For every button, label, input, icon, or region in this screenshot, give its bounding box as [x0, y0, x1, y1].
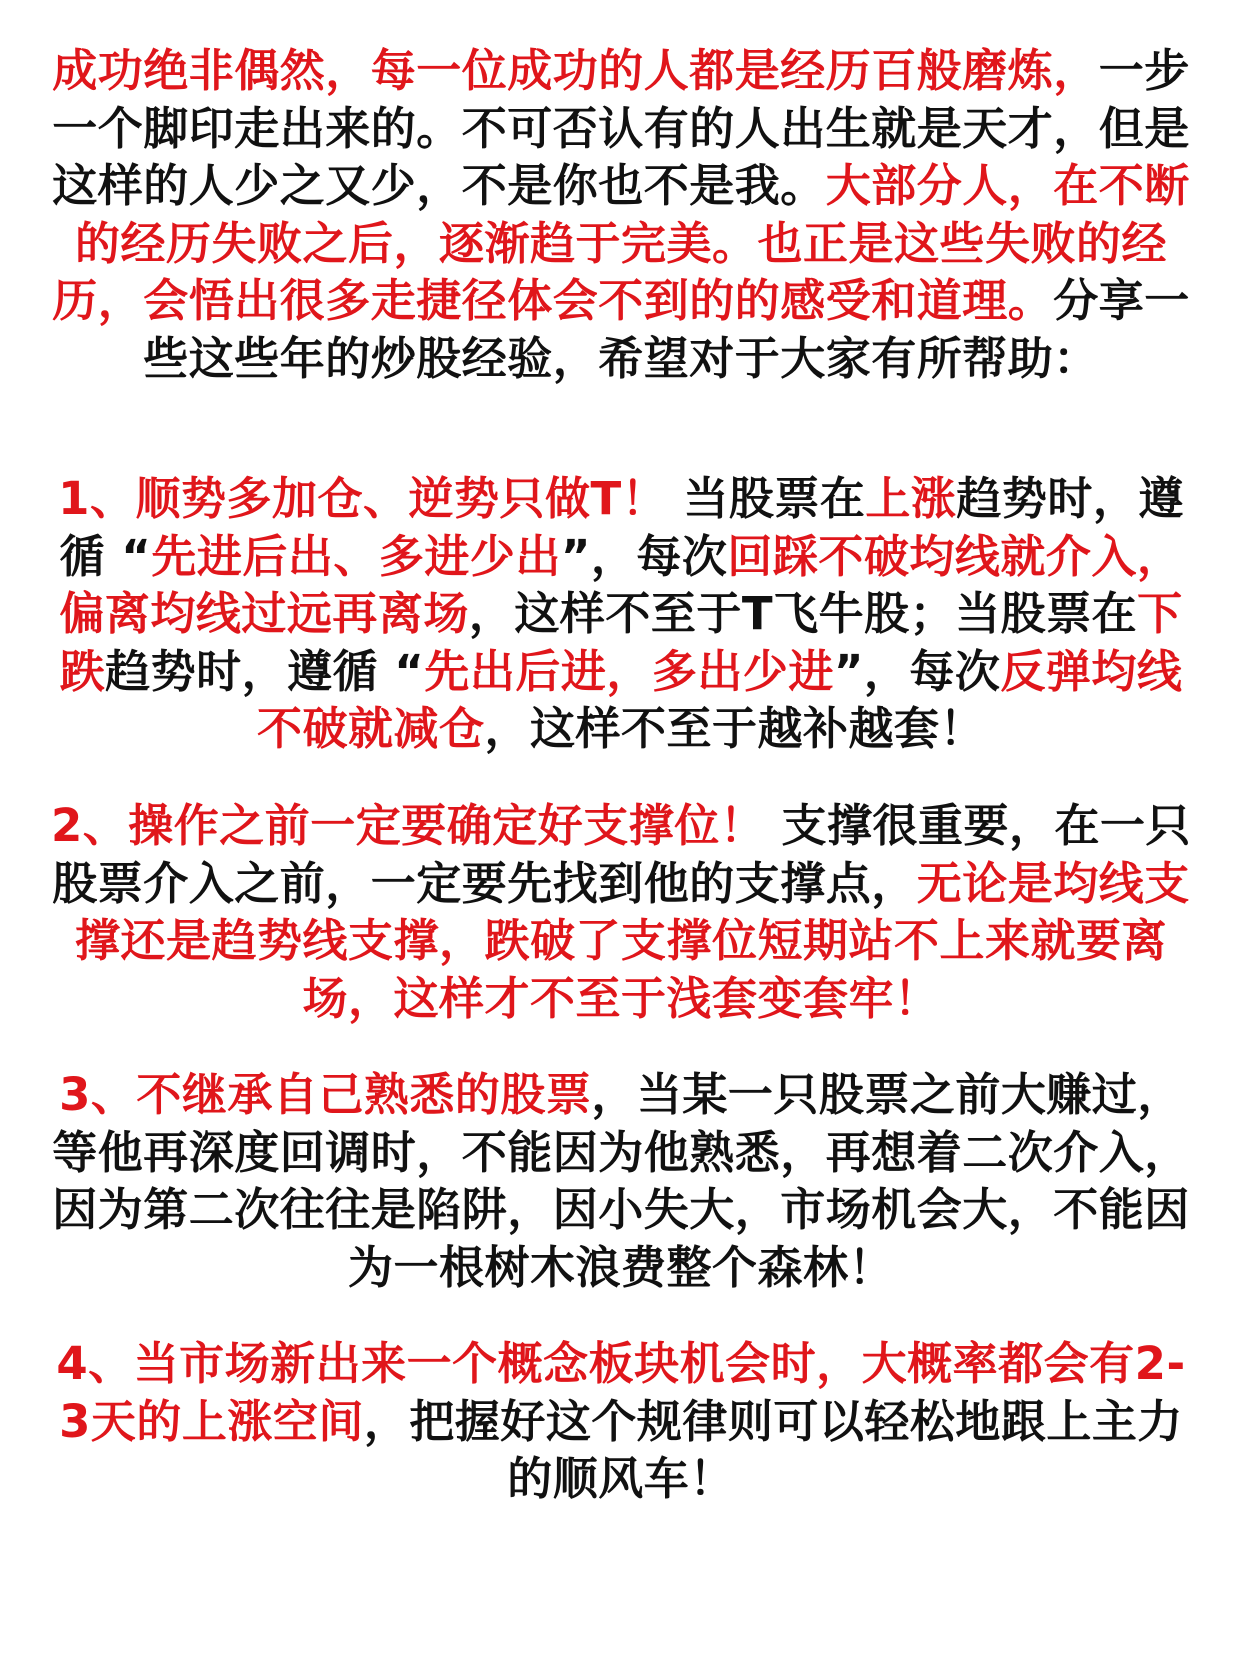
tip-4-paragraph: [50, 1335, 1192, 1508]
body-text: ，当某一只股票之前大赚过，等他再深度回调时，不能因为他熟悉，再想着二次介入，因为第二次往往是陷阱，因小失大，市场机会大，不能因为一根树木浪费整个森林！: [52, 1068, 1190, 1294]
body-text: ”，每次: [833, 644, 1001, 698]
highlighted-text: 成功绝非偶然，每一位成功的人都是经历百般磨炼，: [52, 44, 1099, 97]
body-text: 当股票在: [667, 472, 866, 525]
tip-2-paragraph: [50, 797, 1192, 1027]
highlighted-text: 反弹均线不破就减仓: [256, 644, 1183, 755]
highlighted-text: 先出后进，多出少进: [424, 644, 834, 698]
highlighted-text: 上涨: [865, 472, 957, 525]
highlighted-text: 4、当市场新出来一个概念板块机会时，大概率都会有2-3天的上涨空间: [56, 1337, 1186, 1448]
tip-1-paragraph: [50, 470, 1192, 758]
body-text: ”，每次: [560, 529, 728, 583]
tip-3-paragraph: [50, 1066, 1192, 1296]
highlighted-text: 回踩不破均线就介入，偏离均线过远再离场: [59, 529, 1183, 640]
highlighted-text: 先进后出、多进少出: [151, 529, 561, 583]
body-text: 趋势时，遵循 “: [105, 644, 425, 698]
highlighted-text: 大部分人，在不断的经历失败之后，逐渐趋于完美。也正是这些失败的经历，会悟出很多走捷径体会不到的的感受和道理。: [52, 159, 1190, 327]
body-text: ，这样不至于T飞牛股；当股票在: [468, 587, 1138, 640]
highlighted-text: 2、操作之前一定要确定好支撑位！: [51, 799, 766, 852]
highlighted-text: 1、顺势多加仓、逆势只做T！: [58, 472, 668, 525]
highlighted-text: 3、不继承自己熟悉的股票: [59, 1068, 592, 1121]
highlighted-text: 下跌: [59, 587, 1183, 698]
highlighted-text: 无论是均线支撑还是趋势线支撑，跌破了支撑位短期站不上来就要离场，这样才不至于浅套变套牢！: [74, 856, 1190, 1025]
body-text: 一步一个脚印走出来的。不可否认有的人出生就是天才，但是这样的人少之又少，不是你也不是我。: [52, 44, 1190, 212]
body-text: 趋势时，遵循 “: [59, 472, 1184, 583]
body-text: 支撑很重要，在一只股票介入之前，一定要先找到他的支撑点，: [52, 799, 1191, 910]
body-text: ，这样不至于越补越套！: [484, 702, 986, 755]
intro-paragraph: [50, 42, 1192, 387]
body-text: ，把握好这个规律则可以轻松地跟上主力的顺风车！: [363, 1394, 1183, 1505]
body-text: 分享一些这些年的炒股经验，希望对于大家有所帮助：: [143, 274, 1190, 385]
